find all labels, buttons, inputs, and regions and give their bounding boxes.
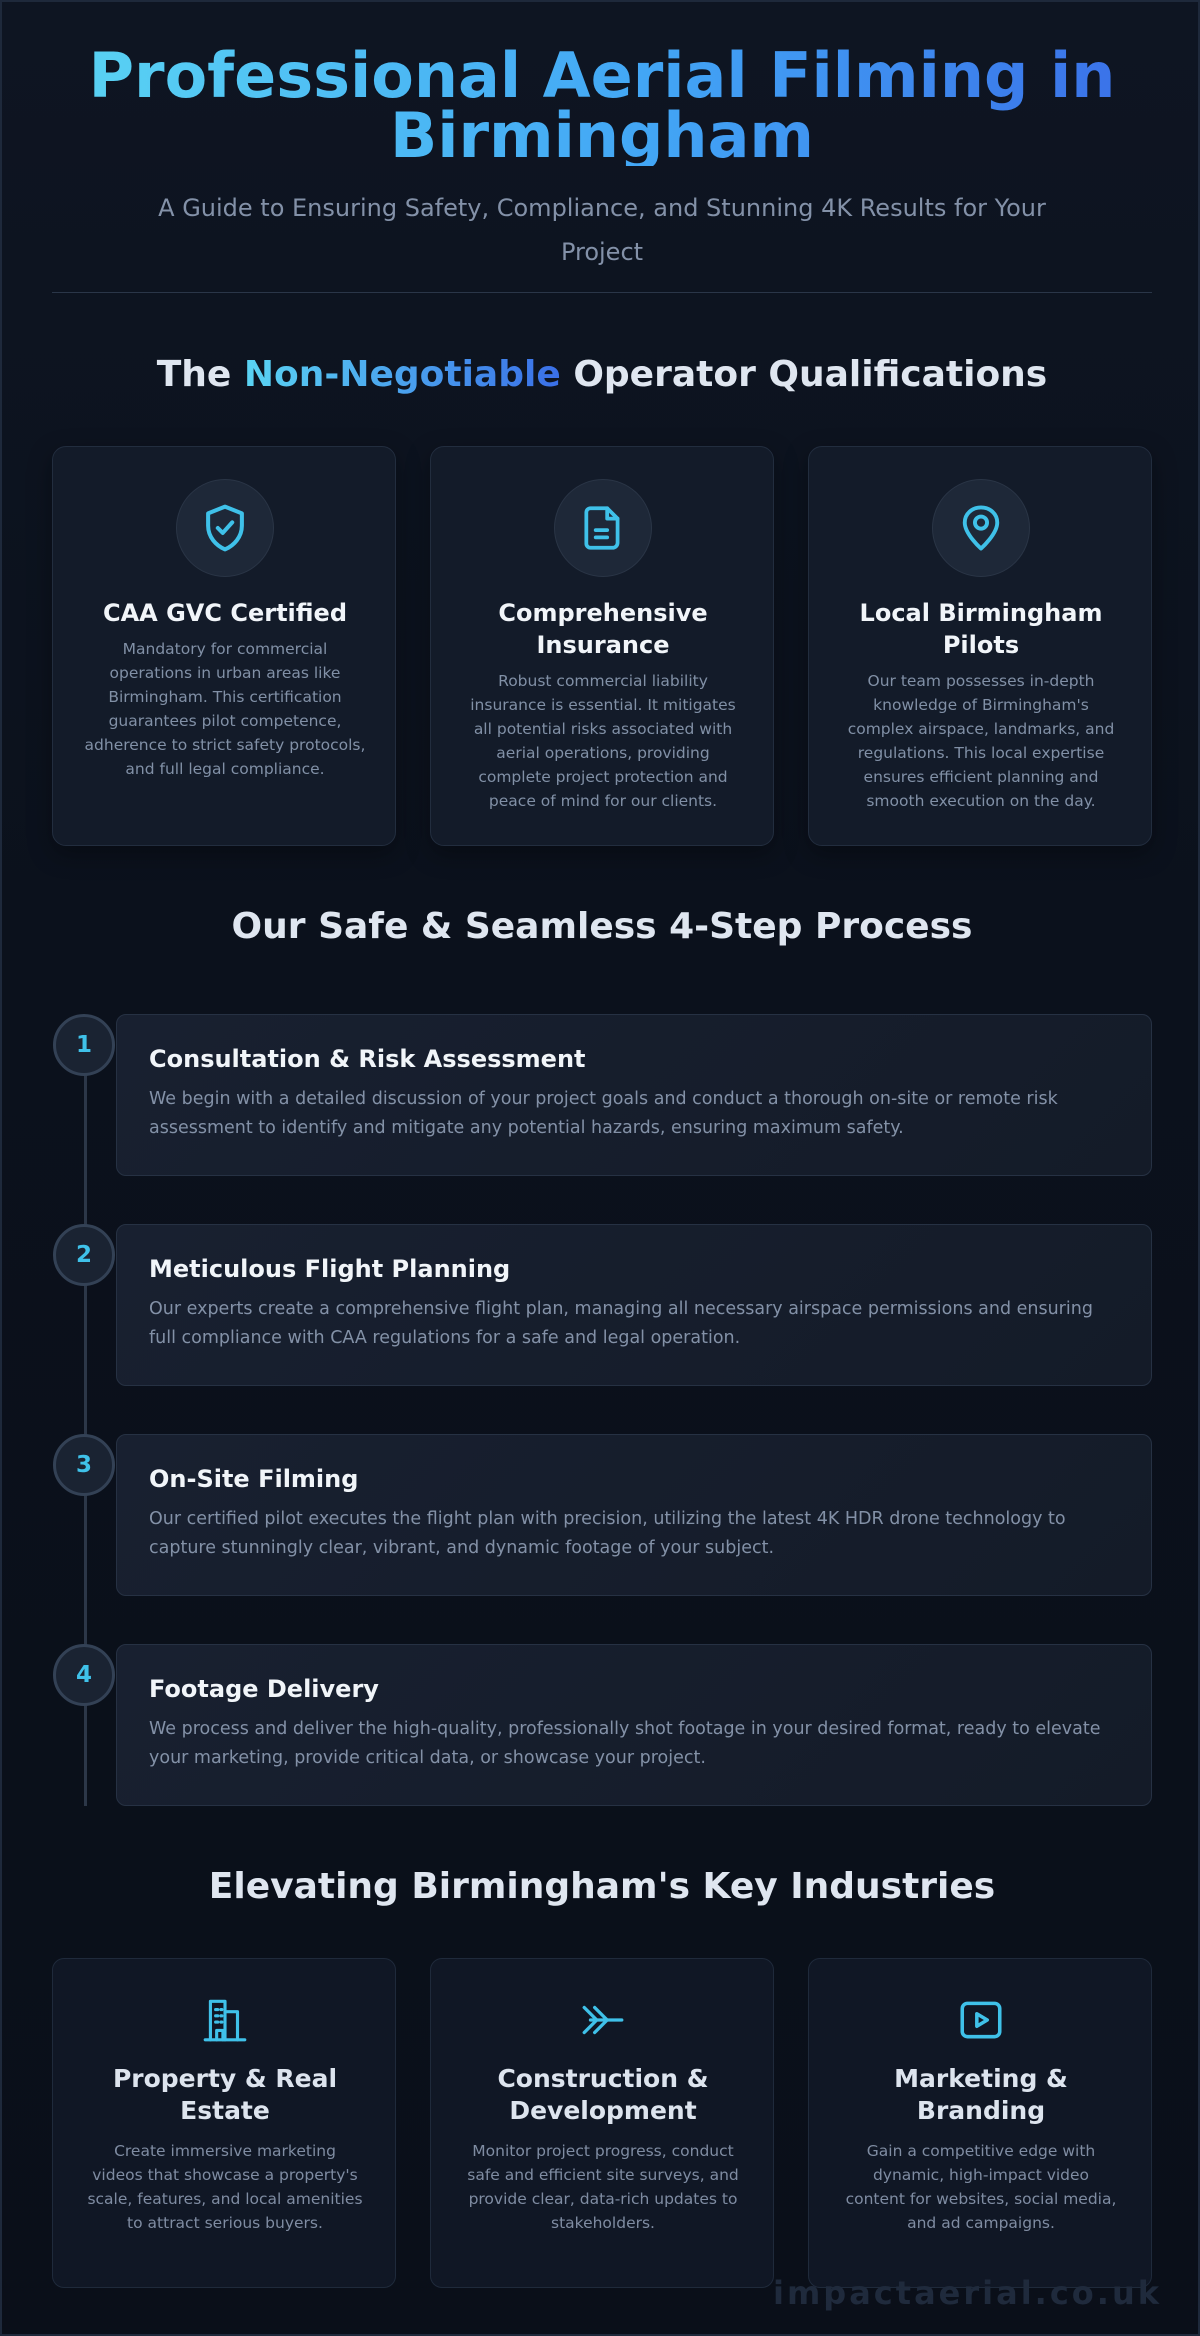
qualification-card-local <box>808 446 1152 846</box>
qualifications-title-prefix: The <box>156 354 232 395</box>
qualification-text: Mandatory for commercial operations in urban areas like Birmingham. This certification guarantees pilot competence, adherence to strict safety protocols, and full legal compliance. <box>84 640 366 778</box>
building-icon <box>200 1995 250 2045</box>
process-title: Our Safe & Seamless 4-Step Process <box>231 906 973 947</box>
qualification-title: CAA GVC Certified <box>102 599 348 627</box>
step-title: On-Site Filming <box>149 1465 359 1493</box>
qualification-text: Robust commercial liability insurance is essential. It mitigates all potential risks associated with aerial operations, providing complete project protection and peace of mind for our clients. <box>470 672 736 810</box>
qualifications-title-suffix: Operator Qualifications <box>573 354 1048 395</box>
industry-text: Monitor project progress, conduct safe and efficient site surveys, and provide clear, data-rich updates to stakeholders. <box>467 2142 739 2232</box>
step-title: Meticulous Flight Planning <box>149 1255 511 1283</box>
step-card <box>116 1014 1152 1176</box>
qualification-card-insurance <box>430 446 774 846</box>
qualification-title: Comprehensive Insurance <box>498 599 708 659</box>
qualification-title: Local Birmingham Pilots <box>859 599 1103 659</box>
shield-check-icon <box>176 479 274 577</box>
header-divider <box>52 292 1152 293</box>
industry-text: Create immersive marketing videos that showcase a property's scale, features, and local amenities to attract serious buyers. <box>87 2142 363 2232</box>
step-text: We begin with a detailed discussion of your project goals and conduct a thorough on-site or remote risk assessment to identify and mitigate any potential hazards, ensuring maximum safety. <box>149 1089 1058 1138</box>
step-number-badge: 2 <box>53 1224 115 1286</box>
step-number-badge: 4 <box>53 1644 115 1706</box>
qualifications-title-highlight: Non-Negotiable <box>243 354 561 395</box>
qualifications-title <box>52 354 1152 395</box>
step-number-badge: 3 <box>53 1434 115 1496</box>
qualification-text: Our team possesses in-depth knowledge of Birmingham's complex airspace, landmarks, and regulations. This local expertise ensures efficient planning and smooth execution on the day. <box>847 672 1115 810</box>
industry-card-construction <box>430 1958 774 2288</box>
map-pin-icon <box>932 479 1030 577</box>
industry-card-property <box>52 1958 396 2288</box>
industries-title: Elevating Birmingham's Key Industries <box>208 1866 996 1907</box>
page-subtitle: A Guide to Ensuring Safety, Compliance, and Stunning 4K Results for Your Project <box>158 194 1046 266</box>
step-title: Footage Delivery <box>149 1675 379 1703</box>
industry-title: Construction & Development <box>497 2064 709 2125</box>
step-card <box>116 1644 1152 1806</box>
step-text: Our certified pilot executes the flight plan with precision, utilizing the latest 4K HDR drone technology to capture stunningly clear, vibrant, and dynamic footage of your subject. <box>149 1509 1066 1558</box>
step-title: Consultation & Risk Assessment <box>149 1045 586 1073</box>
watermark: impactaerial.co.uk <box>772 2274 1162 2312</box>
step-card <box>116 1224 1152 1386</box>
qualification-card-caa <box>52 446 396 846</box>
play-video-icon <box>956 1995 1006 2045</box>
step-card <box>116 1434 1152 1596</box>
double-chevron-arrow-icon <box>578 1995 628 2045</box>
industry-title: Marketing & Branding <box>894 2064 1068 2125</box>
step-text: Our experts create a comprehensive flight plan, managing all necessary airspace permissions and ensuring full compliance with CAA regulations for a safe and legal operation. <box>149 1299 1093 1348</box>
industry-title: Property & Real Estate <box>112 2064 338 2125</box>
step-number-badge: 1 <box>53 1014 115 1076</box>
page-title: Professional Aerial Filming in Birmingham <box>52 46 1152 166</box>
step-text: We process and deliver the high-quality, professionally shot footage in your desired format, ready to elevate your marketing, provide critical data, or showcase your project. <box>149 1719 1101 1768</box>
industry-card-marketing <box>808 1958 1152 2288</box>
document-icon <box>554 479 652 577</box>
industry-text: Gain a competitive edge with dynamic, high-impact video content for websites, social media, and ad campaigns. <box>845 2142 1117 2232</box>
